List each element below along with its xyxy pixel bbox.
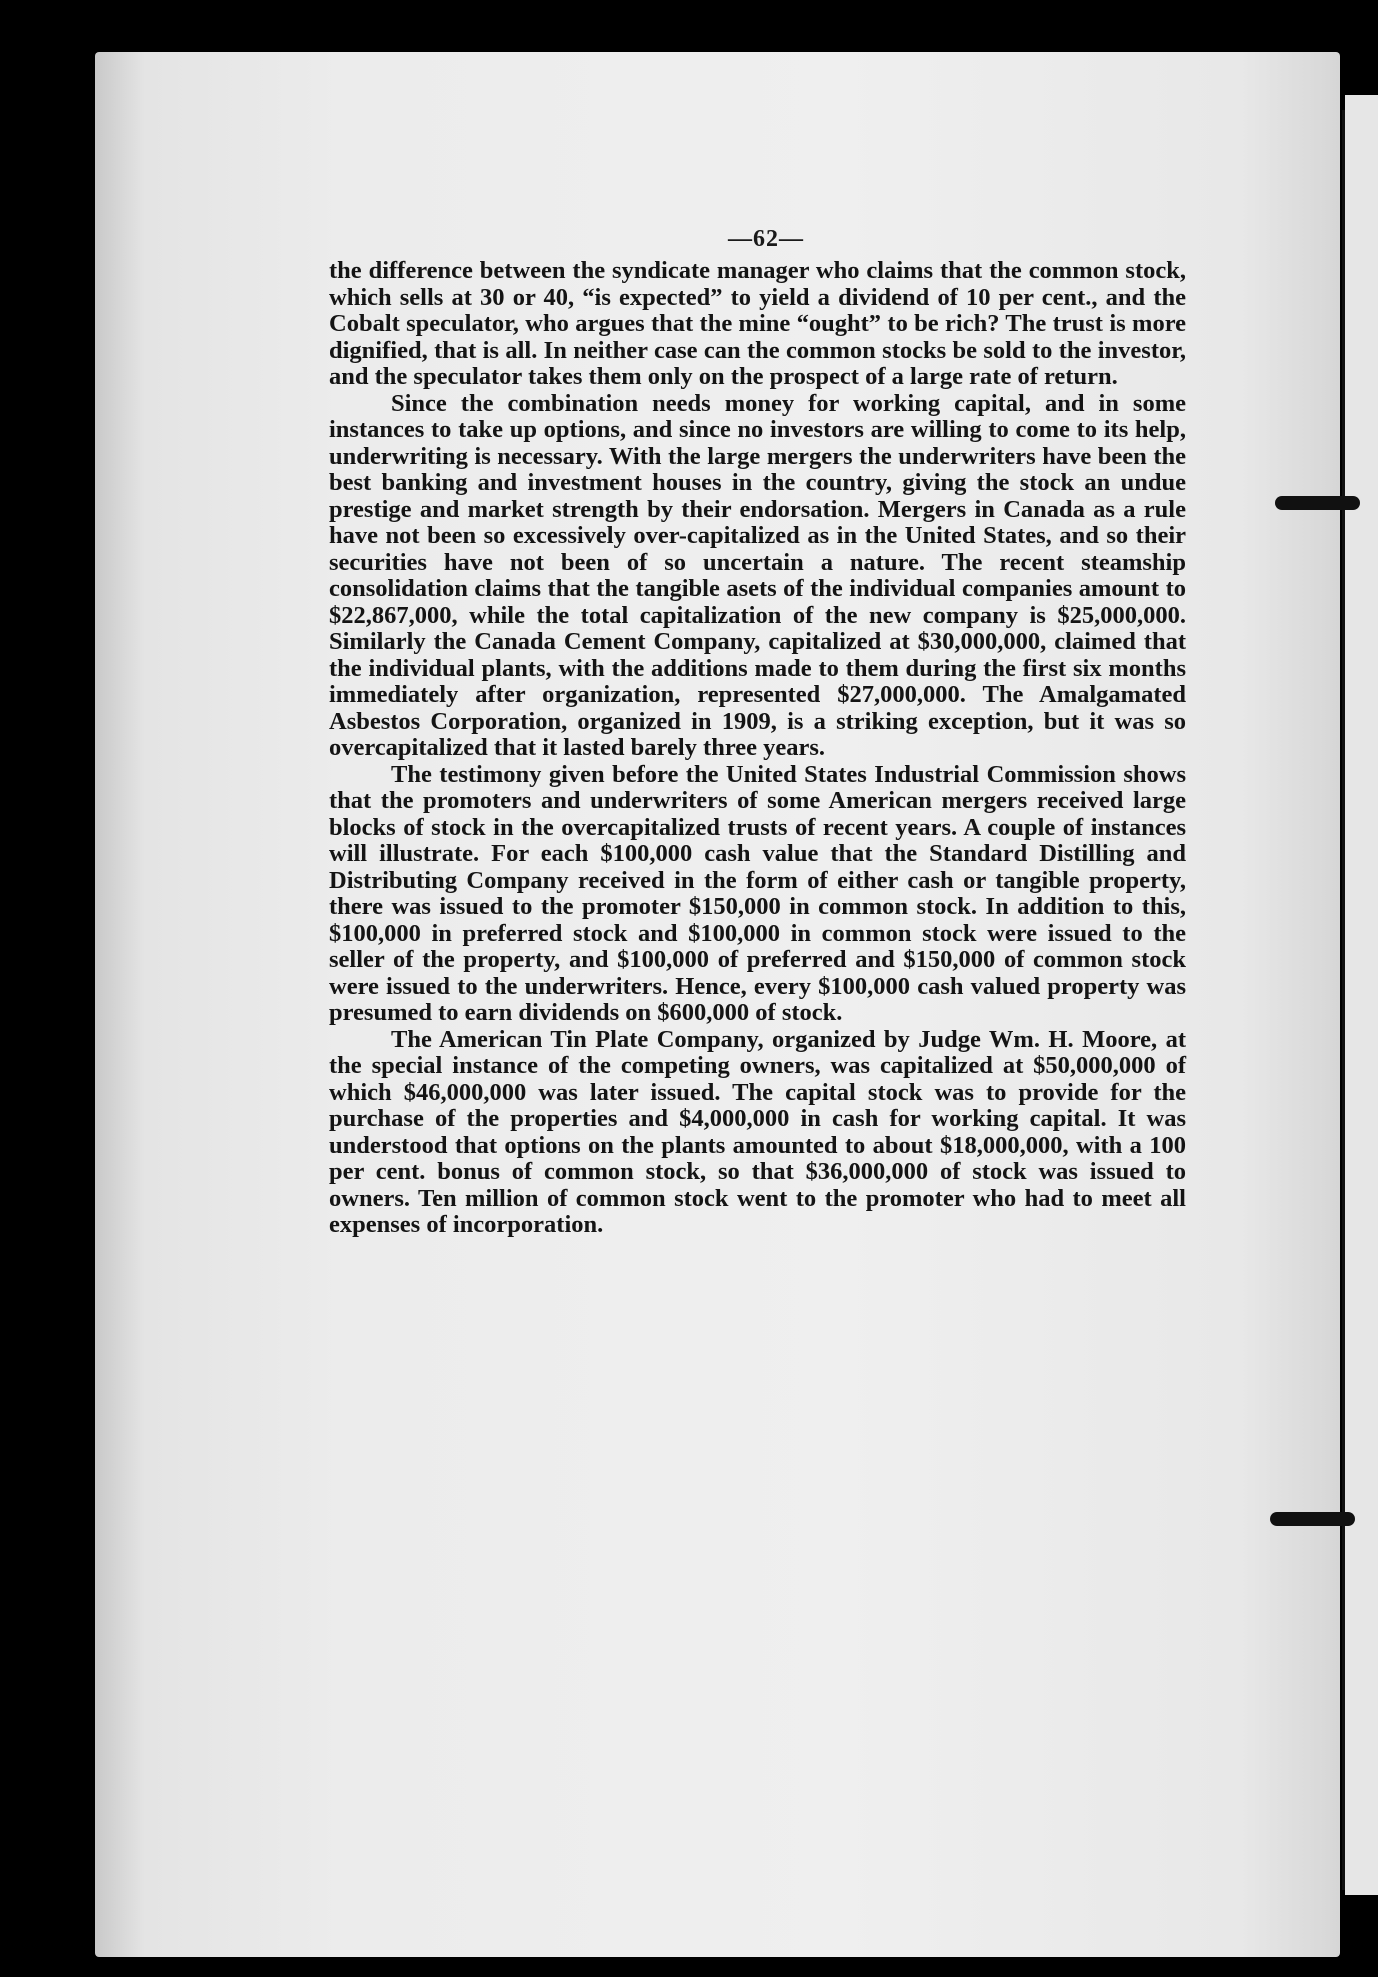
binding-clip-lower xyxy=(1270,1512,1355,1526)
adjacent-page-strip xyxy=(1345,95,1378,1895)
paragraph-2: Since the combination needs money for working capital, and in some instances to take up options, and since no investors are willing to come to its help, underwriting is necessary. With the large mergers the underwriters have been the best banking and investment houses in the country, giving the stock an undue prestige and market strength by their endorsation. Mergers in Canada as a rule have not been so excessively over-capitalized as in the United States, and so their securities have not been of so uncertain a nature. The recent steamship consolidation claims that the tangible asets of the individual companies amount to $22,867,000, while the total capitalization of the new company is $25,000,000. Similarly the Canada Cement Company, capitalized at $30,000,000, claimed that the individual plants, with the additions made to them during the first six months immediately after organization, represented $27,000,000. The Amalgamated Asbestos Corporation, organized in 1909, is a striking exception, but it was so overcapitalized that it lasted barely three years. xyxy=(329,389,1186,761)
binding-clip-upper xyxy=(1275,496,1360,510)
body-text xyxy=(329,258,1186,1239)
page-number: —62— xyxy=(728,226,804,252)
paragraph-1: the difference between the syndicate manager who claims that the common stock, which sells at 30 or 40, “is expected” to yield a dividend of 10 per cent., and the Cobalt speculator, who argues that the mine “ought” to be rich? The trust is more dignified, that is all. In neither case can the common stocks be sold to the investor, and the speculator takes them only on the prospect of a large rate of return. xyxy=(329,257,1186,390)
paragraph-3: The testimony given before the United States Industrial Commission shows that the promoters and underwriters of some American mergers received large blocks of stock in the overcapitalized trusts of recent years. A couple of instances will illustrate. For each $100,000 cash value that the Standard Distilling and Distributing Company received in the form of either cash or tangible property, there was issued to the promoter $150,000 in common stock. In addition to this, $100,000 in preferred stock and $100,000 in common stock were issued to the seller of the property, and $100,000 of preferred and $150,000 of common stock were issued to the underwriters. Hence, every $100,000 cash valued property was presumed to earn dividends on $600,000 of stock. xyxy=(329,760,1186,1026)
paragraph-4: The American Tin Plate Company, organized by Judge Wm. H. Moore, at the special instance of the competing owners, was capitalized at $50,000,000 of which $46,000,000 was later issued. The capital stock was to provide for the purchase of the properties and $4,000,000 in cash for working capital. It was understood that options on the plants amounted to about $18,000,000, with a 100 per cent. bonus of common stock, so that $36,000,000 of stock was issued to owners. Ten million of common stock went to the promoter who had to meet all expenses of incorporation. xyxy=(329,1025,1186,1238)
